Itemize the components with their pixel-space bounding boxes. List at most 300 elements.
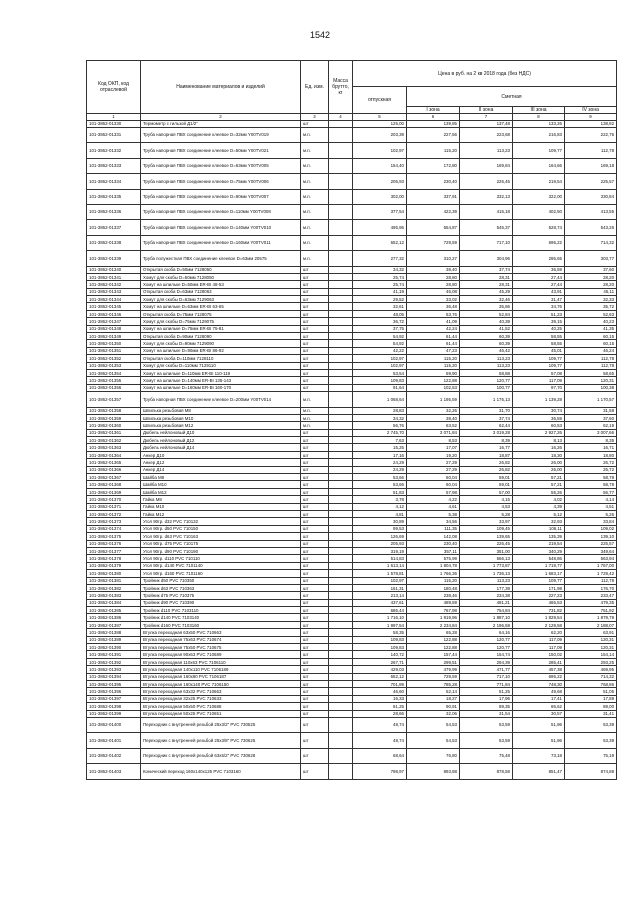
cell-zone-4-price: 543,26 [565, 220, 617, 235]
cell-code: 101-3862-01337 [87, 220, 141, 235]
cell-zone-4-price: 100,38 [565, 384, 617, 391]
cell-zone-4-price: 751,92 [565, 607, 617, 614]
cell-unit: шт [301, 369, 329, 376]
cell-release-price: 652,12 [353, 235, 407, 250]
cell-code: 101-3862-01392 [87, 658, 141, 665]
cell-release-price: 53,66 [353, 474, 407, 481]
cell-zone-4-price: 53,39 [565, 733, 617, 748]
cell-zone-2-price: 177,39 [460, 584, 513, 591]
cell-code: 101-3862-01400 [87, 717, 141, 732]
cell-zone-2-price: 28,31 [460, 273, 513, 280]
cell-release-price: 205,93 [353, 174, 407, 189]
column-number-row [87, 114, 617, 121]
cell-mass [329, 362, 353, 369]
cell-zone-4-price: 60,15 [565, 333, 617, 340]
cell-code: 101-3862-01350 [87, 340, 141, 347]
cell-unit: шт [301, 666, 329, 673]
cell-unit: шт [301, 310, 329, 317]
cell-zone-3-price: 34,76 [513, 303, 565, 310]
cell-code: 101-3862-01330 [87, 120, 141, 127]
cell-mass [329, 474, 353, 481]
cell-unit: м.п. [301, 143, 329, 158]
cell-release-price: 7,63 [353, 437, 407, 444]
cell-zone-2-price: 62,44 [460, 422, 513, 429]
cell-name: Труба напорная ПВХ соединение клеевое D=200мм Y00TV014 [141, 392, 301, 407]
cell-mass [329, 599, 353, 606]
cell-name: Хомут на шпильке D=140мм ER-BI 135-143 [141, 377, 301, 384]
cell-zone-4-price: 63,91 [565, 629, 617, 636]
cell-zone-2-price: 89,35 [460, 703, 513, 710]
cell-zone-1-price: 729,59 [407, 235, 460, 250]
table-row [87, 377, 617, 384]
cell-zone-4-price: 60,15 [565, 340, 617, 347]
cell-name: Труба полужесткая ПВХ соединение клеевое D=63мм 20575 [141, 251, 301, 266]
cell-zone-1-price: 299,51 [407, 658, 460, 665]
cell-code: 101-3862-01393 [87, 666, 141, 673]
cell-name: Хомут для скобы D=50мм 7128050 [141, 273, 301, 280]
cell-zone-1-price: 28,80 [407, 273, 460, 280]
cell-mass [329, 303, 353, 310]
cell-zone-3-price: 109,77 [513, 355, 565, 362]
cell-code: 101-3862-01371 [87, 503, 141, 510]
cell-zone-3-price: 58,55 [513, 333, 565, 340]
cell-name: Хомут на шпильке D=110мм ER-BI 110-119 [141, 369, 301, 376]
cell-zone-1-price: 238,46 [407, 592, 460, 599]
cell-mass [329, 607, 353, 614]
cell-zone-2-price: 878,58 [460, 764, 513, 779]
cell-zone-4-price: 75,19 [565, 748, 617, 763]
cell-unit: шт [301, 347, 329, 354]
table-row [87, 629, 617, 636]
cell-name: Тройник d110 PVC 7103110 [141, 607, 301, 614]
cell-unit: шт [301, 540, 329, 547]
cell-zone-1-price: 3 071,84 [407, 429, 460, 436]
cell-unit: м.п. [301, 251, 329, 266]
cell-zone-1-price: 1 195,59 [407, 392, 460, 407]
cell-zone-2-price: 120,77 [460, 377, 513, 384]
cell-code: 101-3862-01334 [87, 174, 141, 189]
cell-zone-2-price: 351,00 [460, 547, 513, 554]
cell-zone-3-price: 851,47 [513, 764, 565, 779]
cell-zone-1-price: 46,08 [407, 288, 460, 295]
cell-zone-1-price: 1 766,36 [407, 570, 460, 577]
cell-zone-1-price: 42,24 [407, 325, 460, 332]
cell-release-price: 1 716,10 [353, 614, 407, 621]
cell-zone-2-price: 40,39 [460, 318, 513, 325]
cell-zone-4-price: 17,89 [565, 695, 617, 702]
cell-mass [329, 710, 353, 717]
cell-release-price: 109,83 [353, 644, 407, 651]
cell-zone-1-price: 142,08 [407, 533, 460, 540]
cell-mass [329, 325, 353, 332]
cell-zone-3-price: 45,01 [513, 347, 565, 354]
cell-mass [329, 333, 353, 340]
table-row [87, 717, 617, 732]
cell-code: 101-3862-01384 [87, 599, 141, 606]
cell-zone-4-price: 1 170,57 [565, 392, 617, 407]
cell-code: 101-3862-01332 [87, 143, 141, 158]
cell-name: Хомут для скобы D=90мм 7129090 [141, 340, 301, 347]
cell-name: Хомут на шпильке D=75мм ER-BI 75-81 [141, 325, 301, 332]
cell-zone-1-price: 36,48 [407, 303, 460, 310]
table-row [87, 369, 617, 376]
cell-release-price: 267,71 [353, 658, 407, 665]
table-row [87, 407, 617, 414]
cell-unit: шт [301, 481, 329, 488]
table-row [87, 392, 617, 407]
cell-unit: шт [301, 644, 329, 651]
cell-zone-2-price: 28,31 [460, 281, 513, 288]
cell-code: 101-3862-01373 [87, 518, 141, 525]
cell-unit: шт [301, 525, 329, 532]
cell-name: Переходник с внутренней резьбой 25x3/8" PVC 730625 [141, 733, 301, 748]
cell-name: Тройник d63 PVC 710363 [141, 584, 301, 591]
cell-unit: шт [301, 444, 329, 451]
cell-unit: шт [301, 621, 329, 628]
cell-zone-1-price: 32,26 [407, 407, 460, 414]
cell-zone-3-price: 51,96 [513, 733, 565, 748]
cell-zone-2-price: 1 773,87 [460, 562, 513, 569]
cell-zone-3-price: 43,91 [513, 288, 565, 295]
header-estimated-price: Сметная [407, 87, 617, 107]
cell-code: 101-3862-01370 [87, 496, 141, 503]
cell-zone-3-price: 8,13 [513, 437, 565, 444]
table-row [87, 220, 617, 235]
cell-mass [329, 340, 353, 347]
cell-mass [329, 220, 353, 235]
cell-release-price: 17,16 [353, 451, 407, 458]
cell-zone-1-price: 60,04 [407, 481, 460, 488]
cell-name: Хомут на шпильке D=160мм ER-BI 160-170 [141, 384, 301, 391]
cell-name: Открытая скоба D=63мм 7128063 [141, 288, 301, 295]
cell-zone-2-price: 60,39 [460, 340, 513, 347]
cell-code: 101-3862-01360 [87, 422, 141, 429]
cell-zone-2-price: 226,45 [460, 540, 513, 547]
cell-name: Открытая скоба D=90мм 7128090 [141, 333, 301, 340]
cell-zone-4-price: 479,35 [565, 599, 617, 606]
cell-zone-3-price: 4,39 [513, 503, 565, 510]
cell-zone-2-price: 4,53 [460, 503, 513, 510]
cell-code: 101-3862-01394 [87, 673, 141, 680]
cell-zone-3-price: 466,53 [513, 599, 565, 606]
cell-zone-2-price: 31,70 [460, 407, 513, 414]
cell-release-price: 24,29 [353, 459, 407, 466]
cell-name: Труба напорная ПВХ соединение клеевое D=140мм Y00TV010 [141, 220, 301, 235]
table-row [87, 143, 617, 158]
cell-zone-1-price: 4,22 [407, 496, 460, 503]
cell-unit: шт [301, 333, 329, 340]
table-row [87, 127, 617, 142]
cell-zone-1-price: 115,20 [407, 577, 460, 584]
cell-zone-1-price: 38,40 [407, 266, 460, 273]
cell-code: 101-3862-01390 [87, 644, 141, 651]
cell-code: 101-3862-01355 [87, 377, 141, 384]
cell-release-price: 429,03 [353, 666, 407, 673]
cell-release-price: 91,64 [353, 384, 407, 391]
cell-code: 101-3862-01345 [87, 303, 141, 310]
cell-name: Труба напорная ПВХ соединение клеевое D=110мм Y00TV008 [141, 204, 301, 219]
cell-unit: шт [301, 764, 329, 779]
cell-zone-1-price: 60,04 [407, 474, 460, 481]
cell-zone-4-price: 225,57 [565, 174, 617, 189]
cell-zone-4-price: 53,39 [565, 717, 617, 732]
header-price-group: Цена в руб. на 2 кв 2018 года (без НДС) [353, 61, 617, 87]
cell-mass [329, 673, 353, 680]
cell-mass [329, 355, 353, 362]
cell-zone-4-price: 120,31 [565, 377, 617, 384]
cell-release-price: 4,81 [353, 511, 407, 518]
cell-code: 101-3862-01367 [87, 474, 141, 481]
cell-mass [329, 392, 353, 407]
cell-mass [329, 120, 353, 127]
cell-mass [329, 511, 353, 518]
cell-zone-3-price: 1 139,28 [513, 392, 565, 407]
table-row [87, 451, 617, 458]
cell-zone-2-price: 45,29 [460, 288, 513, 295]
cell-release-price: 377,54 [353, 204, 407, 219]
cell-name: Угол 90гр. d160 PVC 7101160 [141, 570, 301, 577]
cell-code: 101-3862-01331 [87, 127, 141, 142]
cell-zone-3-price: 457,38 [513, 666, 565, 673]
cell-zone-1-price: 1 919,96 [407, 614, 460, 621]
cell-release-price: 34,32 [353, 266, 407, 273]
cell-zone-1-price: 230,40 [407, 540, 460, 547]
cell-zone-3-price: 1 719,77 [513, 562, 565, 569]
cell-zone-3-price: 695,22 [513, 235, 565, 250]
cell-zone-4-price: 222,76 [565, 127, 617, 142]
cell-mass [329, 288, 353, 295]
cell-mass [329, 174, 353, 189]
cell-zone-3-price: 133,26 [513, 120, 565, 127]
cell-unit: шт [301, 340, 329, 347]
cell-mass [329, 592, 353, 599]
cell-zone-3-price: 86,62 [513, 703, 565, 710]
cell-zone-2-price: 2 196,58 [460, 621, 513, 628]
table-row [87, 607, 617, 614]
header-release-price: отпускная [353, 87, 407, 114]
table-row [87, 636, 617, 643]
cell-zone-1-price: 59,90 [407, 369, 460, 376]
cell-release-price: 126,69 [353, 533, 407, 540]
cell-zone-2-price: 8,39 [460, 437, 513, 444]
cell-zone-4-price: 46,24 [565, 347, 617, 354]
header-name: Наименование материалов и изделий [141, 61, 301, 114]
cell-name: Гайка М8 [141, 496, 301, 503]
cell-unit: шт [301, 288, 329, 295]
cell-mass [329, 488, 353, 495]
cell-mass [329, 666, 353, 673]
cell-zone-4-price: 330,84 [565, 189, 617, 204]
cell-zone-3-price: 117,09 [513, 644, 565, 651]
cell-zone-4-price: 112,78 [565, 577, 617, 584]
cell-code: 101-3862-01388 [87, 629, 141, 636]
cell-unit: шт [301, 377, 329, 384]
cell-release-price: 42,22 [353, 347, 407, 354]
cell-release-price: 701,89 [353, 680, 407, 687]
cell-zone-3-price: 16,26 [513, 444, 565, 451]
table-row [87, 703, 617, 710]
cell-release-price: 102,97 [353, 362, 407, 369]
cell-unit: шт [301, 748, 329, 763]
cell-zone-3-price: 51,96 [513, 717, 565, 732]
cell-zone-2-price: 771,84 [460, 680, 513, 687]
cell-zone-2-price: 75,48 [460, 748, 513, 763]
cell-unit: шт [301, 710, 329, 717]
cell-zone-4-price: 31,41 [565, 710, 617, 717]
cell-zone-2-price: 59,01 [460, 481, 513, 488]
cell-zone-1-price: 767,98 [407, 607, 460, 614]
cell-zone-4-price: 56,77 [565, 488, 617, 495]
cell-release-price: 28,66 [353, 710, 407, 717]
table-row [87, 540, 617, 547]
cell-mass [329, 614, 353, 621]
cell-name: Угол 90гр. d50 PVC 710150 [141, 525, 301, 532]
cell-code: 101-3862-01402 [87, 748, 141, 763]
cell-zone-3-price: 219,54 [513, 174, 565, 189]
cell-mass [329, 525, 353, 532]
cell-code: 101-3862-01340 [87, 266, 141, 273]
cell-mass [329, 189, 353, 204]
cell-name: Втулка переходная 50x25 PVC 710651 [141, 710, 301, 717]
cell-zone-2-price: 120,77 [460, 636, 513, 643]
cell-mass [329, 422, 353, 429]
table-row [87, 533, 617, 540]
table-row [87, 570, 617, 577]
cell-unit: шт [301, 429, 329, 436]
cell-zone-2-price: 100,77 [460, 384, 513, 391]
cell-zone-4-price: 37,60 [565, 414, 617, 421]
cell-code: 101-3862-01380 [87, 570, 141, 577]
table-row [87, 695, 617, 702]
cell-unit: шт [301, 511, 329, 518]
table-row [87, 362, 617, 369]
cell-release-price: 68,64 [353, 748, 407, 763]
cell-mass [329, 555, 353, 562]
cell-name: Хомут для скобы D=110мм 7129110 [141, 362, 301, 369]
cell-zone-2-price: 304,96 [460, 251, 513, 266]
cell-unit: шт [301, 629, 329, 636]
cell-release-price: 48,74 [353, 717, 407, 732]
table-row [87, 481, 617, 488]
cell-name: Тройник d160 PVC 7103160 [141, 621, 301, 628]
cell-release-price: 102,97 [353, 355, 407, 362]
cell-zone-4-price: 138,82 [565, 120, 617, 127]
cell-release-price: 437,61 [353, 599, 407, 606]
cell-name: Гайка М10 [141, 503, 301, 510]
cell-zone-2-price: 120,77 [460, 644, 513, 651]
cell-zone-1-price: 5,38 [407, 511, 460, 518]
cell-zone-3-price: 57,08 [513, 369, 565, 376]
cell-name: Гайка М12 [141, 511, 301, 518]
header-zone-4: IV зона [565, 107, 617, 114]
cell-release-price: 53,66 [353, 481, 407, 488]
cell-zone-1-price: 575,99 [407, 555, 460, 562]
cell-name: Втулка переходная 75x50 PVC 710675 [141, 644, 301, 651]
cell-zone-2-price: 717,10 [460, 673, 513, 680]
cell-unit: шт [301, 281, 329, 288]
cell-unit: шт [301, 518, 329, 525]
cell-mass [329, 503, 353, 510]
cell-code: 101-3862-01336 [87, 204, 141, 219]
cell-zone-1-price: 554,87 [407, 220, 460, 235]
column-number: 2 [141, 114, 301, 121]
table-row [87, 599, 617, 606]
cell-name: Шайба М10 [141, 481, 301, 488]
cell-unit: м.п. [301, 235, 329, 250]
cell-name: Хомут на шпильке D=90мм ER-BI 86-92 [141, 347, 301, 354]
cell-zone-2-price: 3 019,28 [460, 429, 513, 436]
cell-zone-2-price: 113,23 [460, 577, 513, 584]
table-row [87, 562, 617, 569]
column-number: 5 [353, 114, 407, 121]
cell-mass [329, 444, 353, 451]
cell-zone-2-price: 31,54 [460, 710, 513, 717]
cell-code: 101-3862-01356 [87, 384, 141, 391]
cell-zone-1-price: 54,53 [407, 717, 460, 732]
cell-zone-1-price: 61,44 [407, 340, 460, 347]
cell-zone-4-price: 26,72 [565, 459, 617, 466]
cell-zone-4-price: 26,72 [565, 466, 617, 473]
cell-zone-4-price: 52,63 [565, 310, 617, 317]
table-row [87, 680, 617, 687]
cell-name: Хомут на шпильке D=63мм ER-BI 63-65 [141, 303, 301, 310]
cell-mass [329, 540, 353, 547]
cell-name: Угол 90гр. d63 PVC 710163 [141, 533, 301, 540]
cell-zone-3-price: 164,66 [513, 158, 565, 173]
cell-code: 101-3862-01399 [87, 710, 141, 717]
cell-zone-1-price: 8,53 [407, 437, 460, 444]
cell-zone-4-price: 169,18 [565, 158, 617, 173]
cell-name: Дюбель нейлоновый Д14 [141, 444, 301, 451]
column-number: 6 [407, 114, 460, 121]
cell-name: Открытая скоба D=50мм 7128050 [141, 266, 301, 273]
table-row [87, 414, 617, 421]
cell-release-price: 1 997,54 [353, 621, 407, 628]
cell-zone-1-price: 139,85 [407, 120, 460, 127]
cell-mass [329, 577, 353, 584]
cell-release-price: 495,95 [353, 220, 407, 235]
cell-zone-4-price: 3 007,66 [565, 429, 617, 436]
cell-zone-1-price: 893,88 [407, 764, 460, 779]
cell-zone-1-price: 729,59 [407, 673, 460, 680]
cell-release-price: 24,29 [353, 466, 407, 473]
header-mass: Масса брутто, кг [329, 61, 353, 114]
cell-name: Тройник d140 PVC 7103140 [141, 614, 301, 621]
cell-release-price: 1 613,14 [353, 562, 407, 569]
cell-code: 101-3862-01348 [87, 325, 141, 332]
cell-mass [329, 414, 353, 421]
cell-zone-2-price: 137,48 [460, 120, 513, 127]
cell-name: Анкер Д14 [141, 466, 301, 473]
cell-zone-4-price: 109,02 [565, 525, 617, 532]
cell-unit: шт [301, 503, 329, 510]
cell-unit: м.п. [301, 414, 329, 421]
cell-name: Труба напорная ПВХ соединение клеевое D=50мм Y00TV021 [141, 143, 301, 158]
cell-zone-2-price: 415,18 [460, 204, 513, 219]
cell-name: Шпилька резьбовая М10 [141, 414, 301, 421]
cell-unit: шт [301, 296, 329, 303]
cell-zone-3-price: 695,22 [513, 673, 565, 680]
cell-zone-4-price: 874,88 [565, 764, 617, 779]
cell-code: 101-3862-01391 [87, 651, 141, 658]
cell-zone-3-price: 18,30 [513, 451, 565, 458]
cell-zone-2-price: 294,39 [460, 658, 513, 665]
cell-zone-3-price: 402,50 [513, 204, 565, 219]
cell-zone-3-price: 340,29 [513, 547, 565, 554]
cell-release-price: 41,19 [353, 288, 407, 295]
cell-zone-2-price: 113,23 [460, 362, 513, 369]
cell-zone-1-price: 17,07 [407, 444, 460, 451]
